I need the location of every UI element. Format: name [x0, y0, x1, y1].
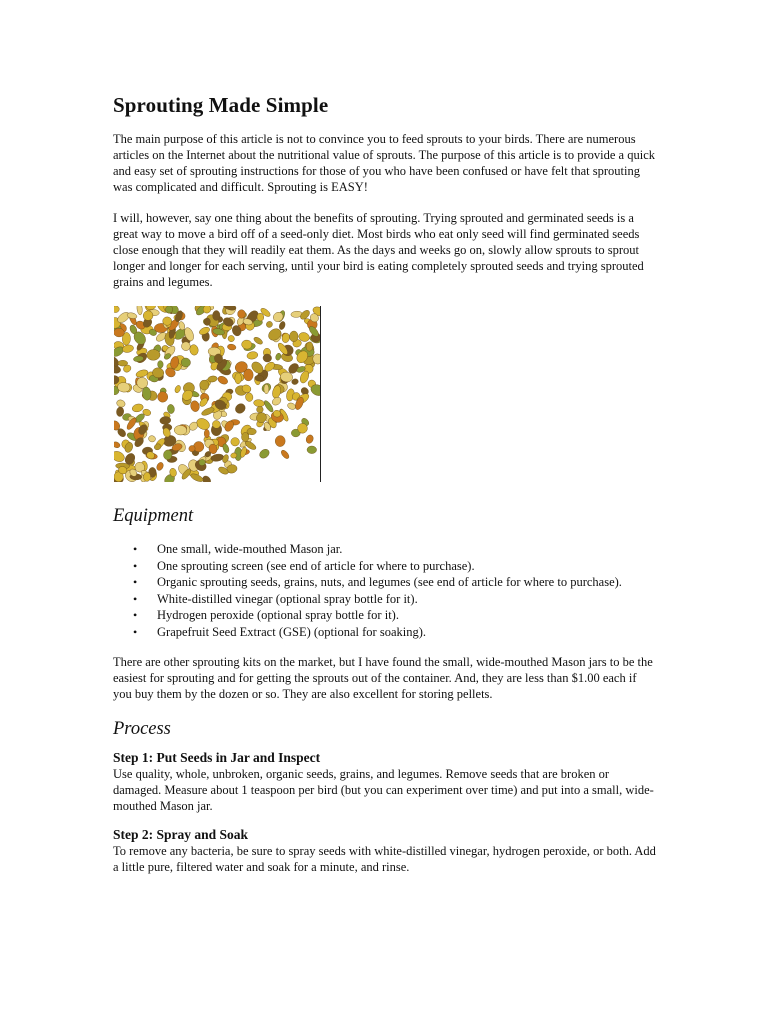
step-2-title: Step 2: Spray and Soak [113, 826, 249, 842]
bullet-icon: • [133, 591, 138, 606]
list-item-text: White-distilled vinegar (optional spray bottle for it). [157, 591, 418, 606]
process-heading: Process [113, 718, 171, 739]
seed-shape [204, 318, 210, 325]
equipment-list [113, 541, 658, 640]
list-item [113, 624, 658, 640]
list-item-text: One small, wide-mouthed Mason jar. [157, 542, 343, 556]
bullet-icon: • [133, 542, 138, 556]
bullet-icon: • [133, 624, 138, 639]
list-item-text: Hydrogen peroxide (optional spray bottle for it). [157, 608, 399, 623]
seed-shape [162, 317, 171, 326]
seed-shape [157, 361, 163, 369]
page-title: Sprouting Made Simple [113, 93, 329, 117]
list-item [113, 591, 658, 607]
sprouted-seeds-photo [114, 306, 321, 482]
seed-shape [204, 429, 209, 438]
seed-shape [118, 360, 128, 366]
intro-paragraph-1: The main purpose of this article is not to convince you to feed sprouts to your birds. There are numerous articles on the Internet about the nutritional value of sprouts. The purpose of this article is to provide a quick and easy set of sprouting instructions for those of you who have been confused or have felt that sprouting was complicated and difficult. Sprouting is EASY! [113, 132, 655, 194]
list-item [113, 574, 658, 590]
photo-border-line [320, 306, 321, 482]
list-item [113, 607, 658, 623]
seed-shape [275, 435, 285, 446]
bullet-icon: • [133, 608, 138, 623]
step-1-body: Use quality, whole, unbroken, organic seeds, grains, and legumes. Remove seeds that are broken or damaged. Measure about 1 teaspoon per bird (but you can experiment over time) and put into a small, wide-mouthed Mason jar. [113, 766, 654, 813]
bullet-icon: • [133, 558, 138, 573]
intro-paragraph-2: I will, however, say one thing about the benefits of sprouting. Trying sprouted and germinated seeds is a great way to move a bird off of a seed-only diet. Most birds who eat only seed will find germinated seeds close enough that they will readily eat them. As the days and weeks go on, slowly allow sprouts to sprout longer and longer for each serving, until your bird is eating completely sprouted seeds and trying sprouted grains and legumes. [113, 211, 644, 289]
seed-shape [264, 384, 269, 394]
sprouted-seeds-image [114, 306, 320, 482]
list-item-text: One sprouting screen (see end of article for where to purchase). [157, 558, 475, 573]
seed-shape [247, 428, 257, 435]
step-2-body: To remove any bacteria, be sure to spray seeds with white-distilled vinegar, hydrogen peroxide, or both. Add a little pure, filtered water and soak for a minute, and rinse. [113, 843, 656, 874]
equipment-note: There are other sprouting kits on the market, but I have found the small, wide-mouthed Mason jars to be the easiest for sprouting and for getting the sprouts out of the container. And, they are less than $1.00 each if you buy them by the dozen or so. They are also excellent for storing pellets. [113, 654, 653, 701]
step-1-title: Step 1: Put Seeds in Jar and Inspect [113, 749, 321, 765]
list-item-text: Organic sprouting seeds, grains, nuts, and legumes (see end of article for where to purchase). [157, 575, 622, 590]
equipment-heading: Equipment [113, 506, 194, 526]
list-item-text: Grapefruit Seed Extract (GSE) (optional for soaking). [157, 624, 427, 639]
bullet-icon: • [133, 575, 138, 590]
list-item [113, 558, 658, 574]
list-item [113, 541, 658, 557]
article [113, 92, 658, 887]
